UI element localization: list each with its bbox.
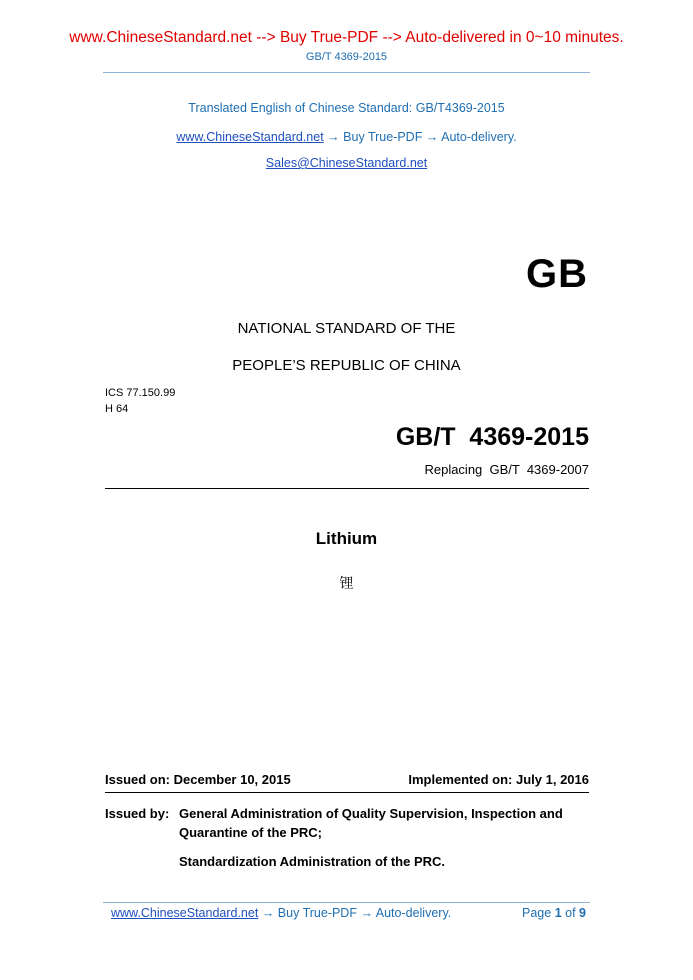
dates-divider	[105, 792, 589, 793]
page-of: of	[565, 906, 576, 920]
ccs-code: H 64	[105, 403, 129, 415]
email-line	[0, 156, 693, 170]
document-title: Lithium	[315, 529, 378, 548]
translation-notice: Translated English of Chinese Standard: GB/T4369-2015	[188, 101, 505, 115]
page-total: 9	[579, 906, 586, 920]
footer-auto-text: Auto-delivery.	[375, 906, 452, 920]
issuer-1-line1: General Administration of Quality Supervision, Inspection and	[179, 806, 563, 821]
issuer-1-line2: Quarantine of the PRC;	[179, 825, 323, 840]
national-standard-line1: NATIONAL STANDARD OF THE	[237, 320, 456, 337]
auto-delivery-text: Auto-delivery.	[441, 130, 517, 144]
standard-divider	[105, 488, 589, 489]
footer-buy-text: Buy True-PDF	[277, 906, 357, 920]
document-title-chinese: 锂	[339, 576, 354, 592]
arrow-icon: →	[327, 130, 340, 144]
page-indicator	[522, 906, 586, 920]
arrow-icon: →	[360, 906, 373, 920]
replacing-note: Replacing GB/T 4369-2007	[424, 462, 589, 477]
site-link[interactable]: www.ChineseStandard.net	[176, 130, 324, 144]
issuer-2: Standardization Administration of the PRC.	[179, 854, 446, 869]
arrow-icon: →	[261, 906, 275, 920]
header-doc-code: GB/T 4369-2015	[305, 51, 388, 63]
standard-number: GB/T 4369-2015	[395, 423, 589, 451]
footer-divider	[103, 902, 590, 903]
footer-site-link[interactable]: www.ChineseStandard.net	[111, 906, 259, 920]
page-current: 1	[554, 906, 562, 920]
implemented-on: Implemented on: July 1, 2016	[408, 772, 589, 787]
issued-by-label: Issued by:	[105, 806, 170, 821]
buy-true-pdf-text: Buy True-PDF	[343, 130, 423, 144]
header-divider	[103, 72, 590, 73]
arrow-icon: →	[425, 130, 439, 144]
purchase-line	[0, 130, 693, 144]
gb-mark: GB	[526, 252, 588, 296]
promo-banner[interactable]: www.ChineseStandard.net --> Buy True-PDF --> Auto-delivered in 0~10 minutes.	[69, 29, 624, 46]
issued-on: Issued on: December 10, 2015	[105, 772, 291, 787]
sales-email-link[interactable]: Sales@ChineseStandard.net	[265, 156, 428, 170]
ics-code: ICS 77.150.99	[105, 387, 176, 399]
page-label: Page	[522, 906, 552, 920]
national-standard-line2: PEOPLE’S REPUBLIC OF CHINA	[232, 357, 461, 374]
footer-purchase-line	[111, 906, 451, 920]
